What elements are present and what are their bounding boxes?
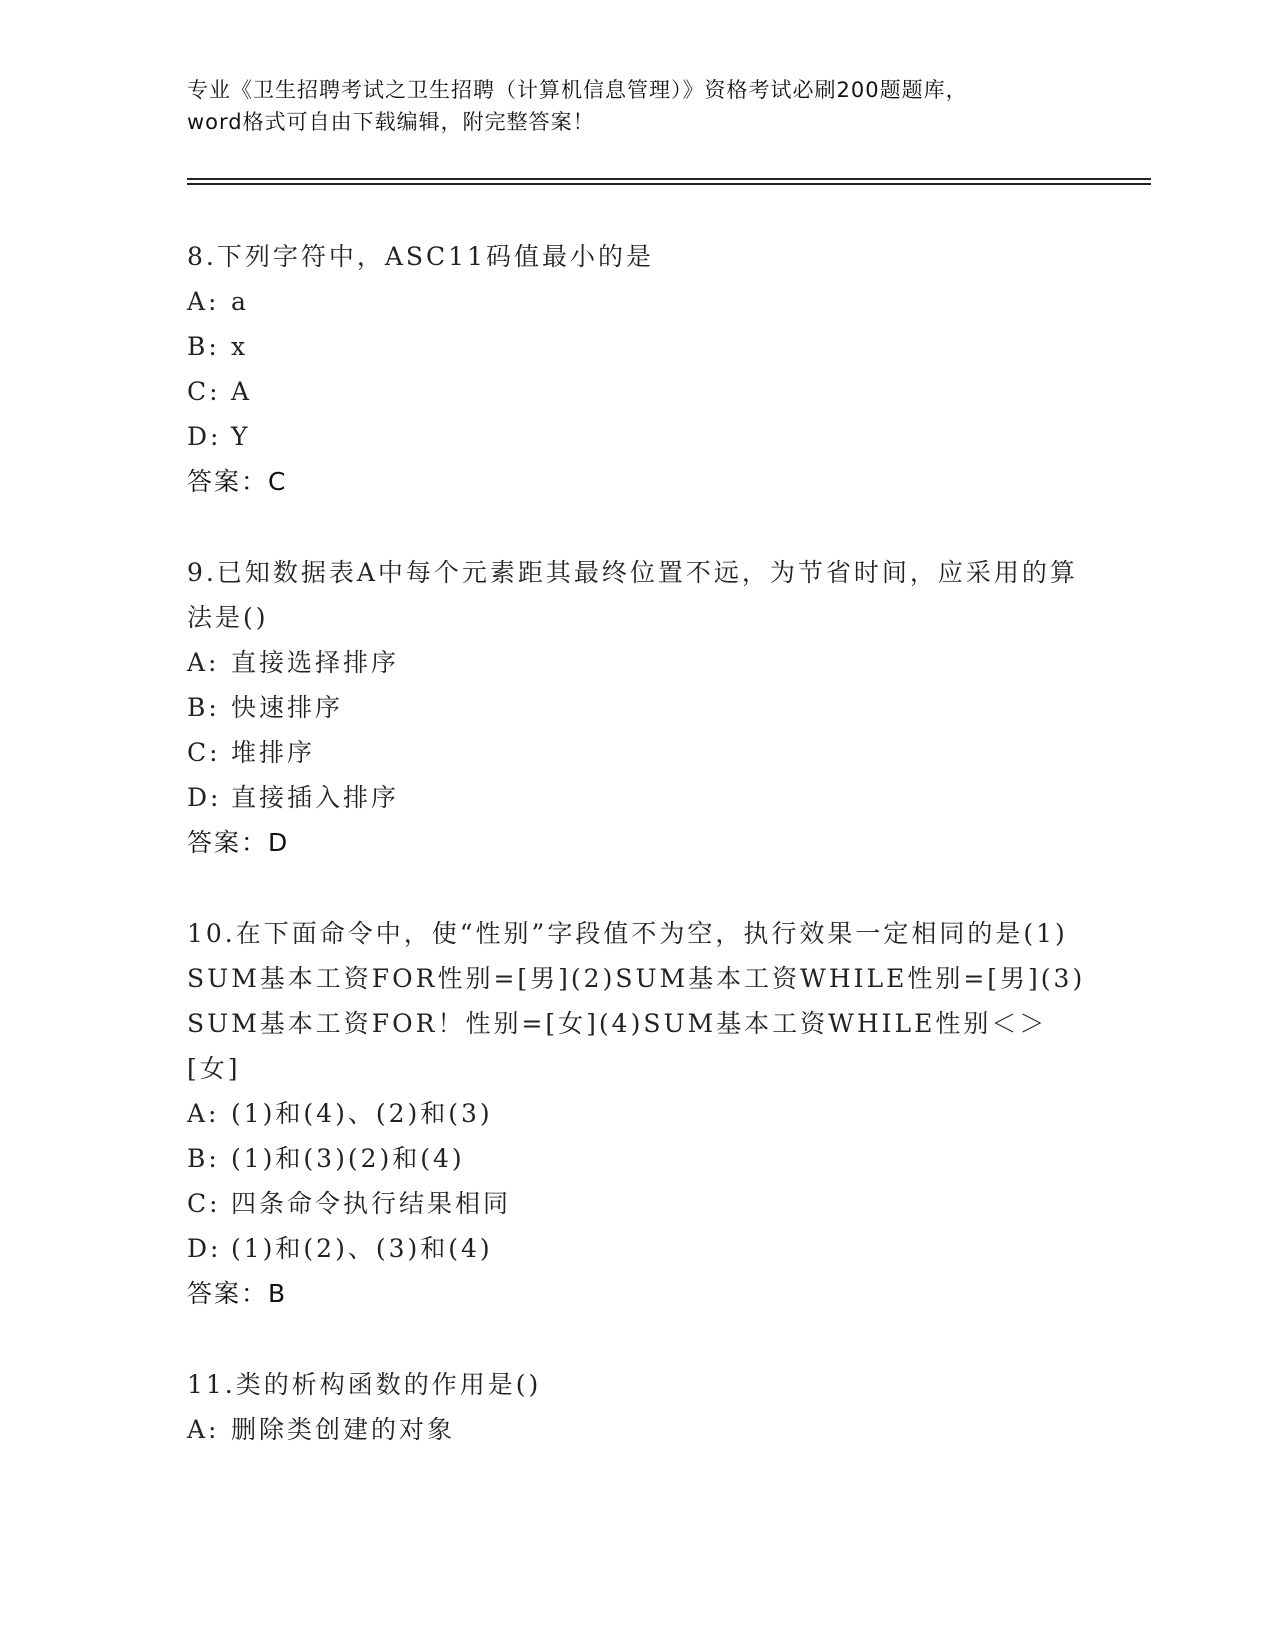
option-a bbox=[187, 279, 1087, 324]
option-text: (1)和(4)、(2)和(3) bbox=[231, 1099, 493, 1128]
option-text: Y bbox=[231, 422, 251, 451]
header-line-1: 专业《卫生招聘考试之卫生招聘（计算机信息管理）》资格考试必刷200题题库， bbox=[187, 78, 968, 102]
option-key: D: bbox=[187, 422, 222, 451]
option-key: C: bbox=[187, 377, 221, 406]
option-key: D: bbox=[187, 783, 222, 812]
option-c bbox=[187, 369, 1087, 414]
document-header bbox=[187, 74, 1087, 138]
question-8 bbox=[187, 234, 1087, 504]
option-a bbox=[187, 1091, 1087, 1136]
question-list bbox=[187, 234, 1087, 1498]
option-text: 直接插入排序 bbox=[231, 783, 400, 812]
question-stem: 10.在下面命令中，使“性别”字段值不为空，执行效果一定相同的是(1)SUM基本工资FOR性别=[男](2)SUM基本工资WHILE性别=[男](3)SUM基本工资FOR！性别=[女](4)SUM基本工资WHILE性别＜＞[女] bbox=[187, 919, 1086, 1083]
option-key: C: bbox=[187, 1189, 221, 1218]
option-text: A bbox=[231, 377, 253, 406]
answer-line: 答案：D bbox=[187, 828, 290, 857]
option-key: B: bbox=[187, 1144, 220, 1173]
option-key: A: bbox=[187, 1099, 220, 1128]
option-text: 删除类创建的对象 bbox=[231, 1415, 456, 1444]
option-text: 四条命令执行结果相同 bbox=[231, 1189, 512, 1218]
question-11 bbox=[187, 1362, 1087, 1452]
question-10 bbox=[187, 911, 1087, 1316]
question-stem: 11.类的析构函数的作用是() bbox=[187, 1370, 542, 1399]
question-9 bbox=[187, 550, 1087, 865]
option-text: x bbox=[231, 332, 249, 361]
answer-line: 答案：B bbox=[187, 1279, 288, 1308]
option-key: D: bbox=[187, 1234, 222, 1263]
option-d bbox=[187, 1226, 1087, 1271]
option-b bbox=[187, 685, 1087, 730]
option-key: B: bbox=[187, 693, 220, 722]
option-text: a bbox=[231, 287, 249, 316]
option-c bbox=[187, 1181, 1087, 1226]
question-stem: 8.下列字符中，ASC11码值最小的是 bbox=[187, 242, 654, 271]
header-divider-bottom bbox=[187, 183, 1151, 185]
question-stem: 9.已知数据表A中每个元素距其最终位置不远，为节省时间，应采用的算法是() bbox=[187, 558, 1078, 632]
option-key: A: bbox=[187, 1415, 220, 1444]
option-text: (1)和(2)、(3)和(4) bbox=[231, 1234, 493, 1263]
option-text: 快速排序 bbox=[231, 693, 344, 722]
option-key: A: bbox=[187, 648, 220, 677]
option-d bbox=[187, 414, 1087, 459]
option-c bbox=[187, 730, 1087, 775]
option-key: C: bbox=[187, 738, 221, 767]
answer-line: 答案：C bbox=[187, 467, 288, 496]
option-b bbox=[187, 324, 1087, 369]
header-divider-top bbox=[187, 178, 1151, 180]
option-text: 直接选择排序 bbox=[231, 648, 400, 677]
option-b bbox=[187, 1136, 1087, 1181]
option-text: 堆排序 bbox=[231, 738, 316, 767]
option-key: B: bbox=[187, 332, 220, 361]
header-line-2: word格式可自由下载编辑，附完整答案！ bbox=[187, 110, 595, 134]
option-text: (1)和(3)(2)和(4) bbox=[231, 1144, 465, 1173]
option-a bbox=[187, 640, 1087, 685]
option-a bbox=[187, 1407, 1087, 1452]
option-d bbox=[187, 775, 1087, 820]
option-key: A: bbox=[187, 287, 220, 316]
